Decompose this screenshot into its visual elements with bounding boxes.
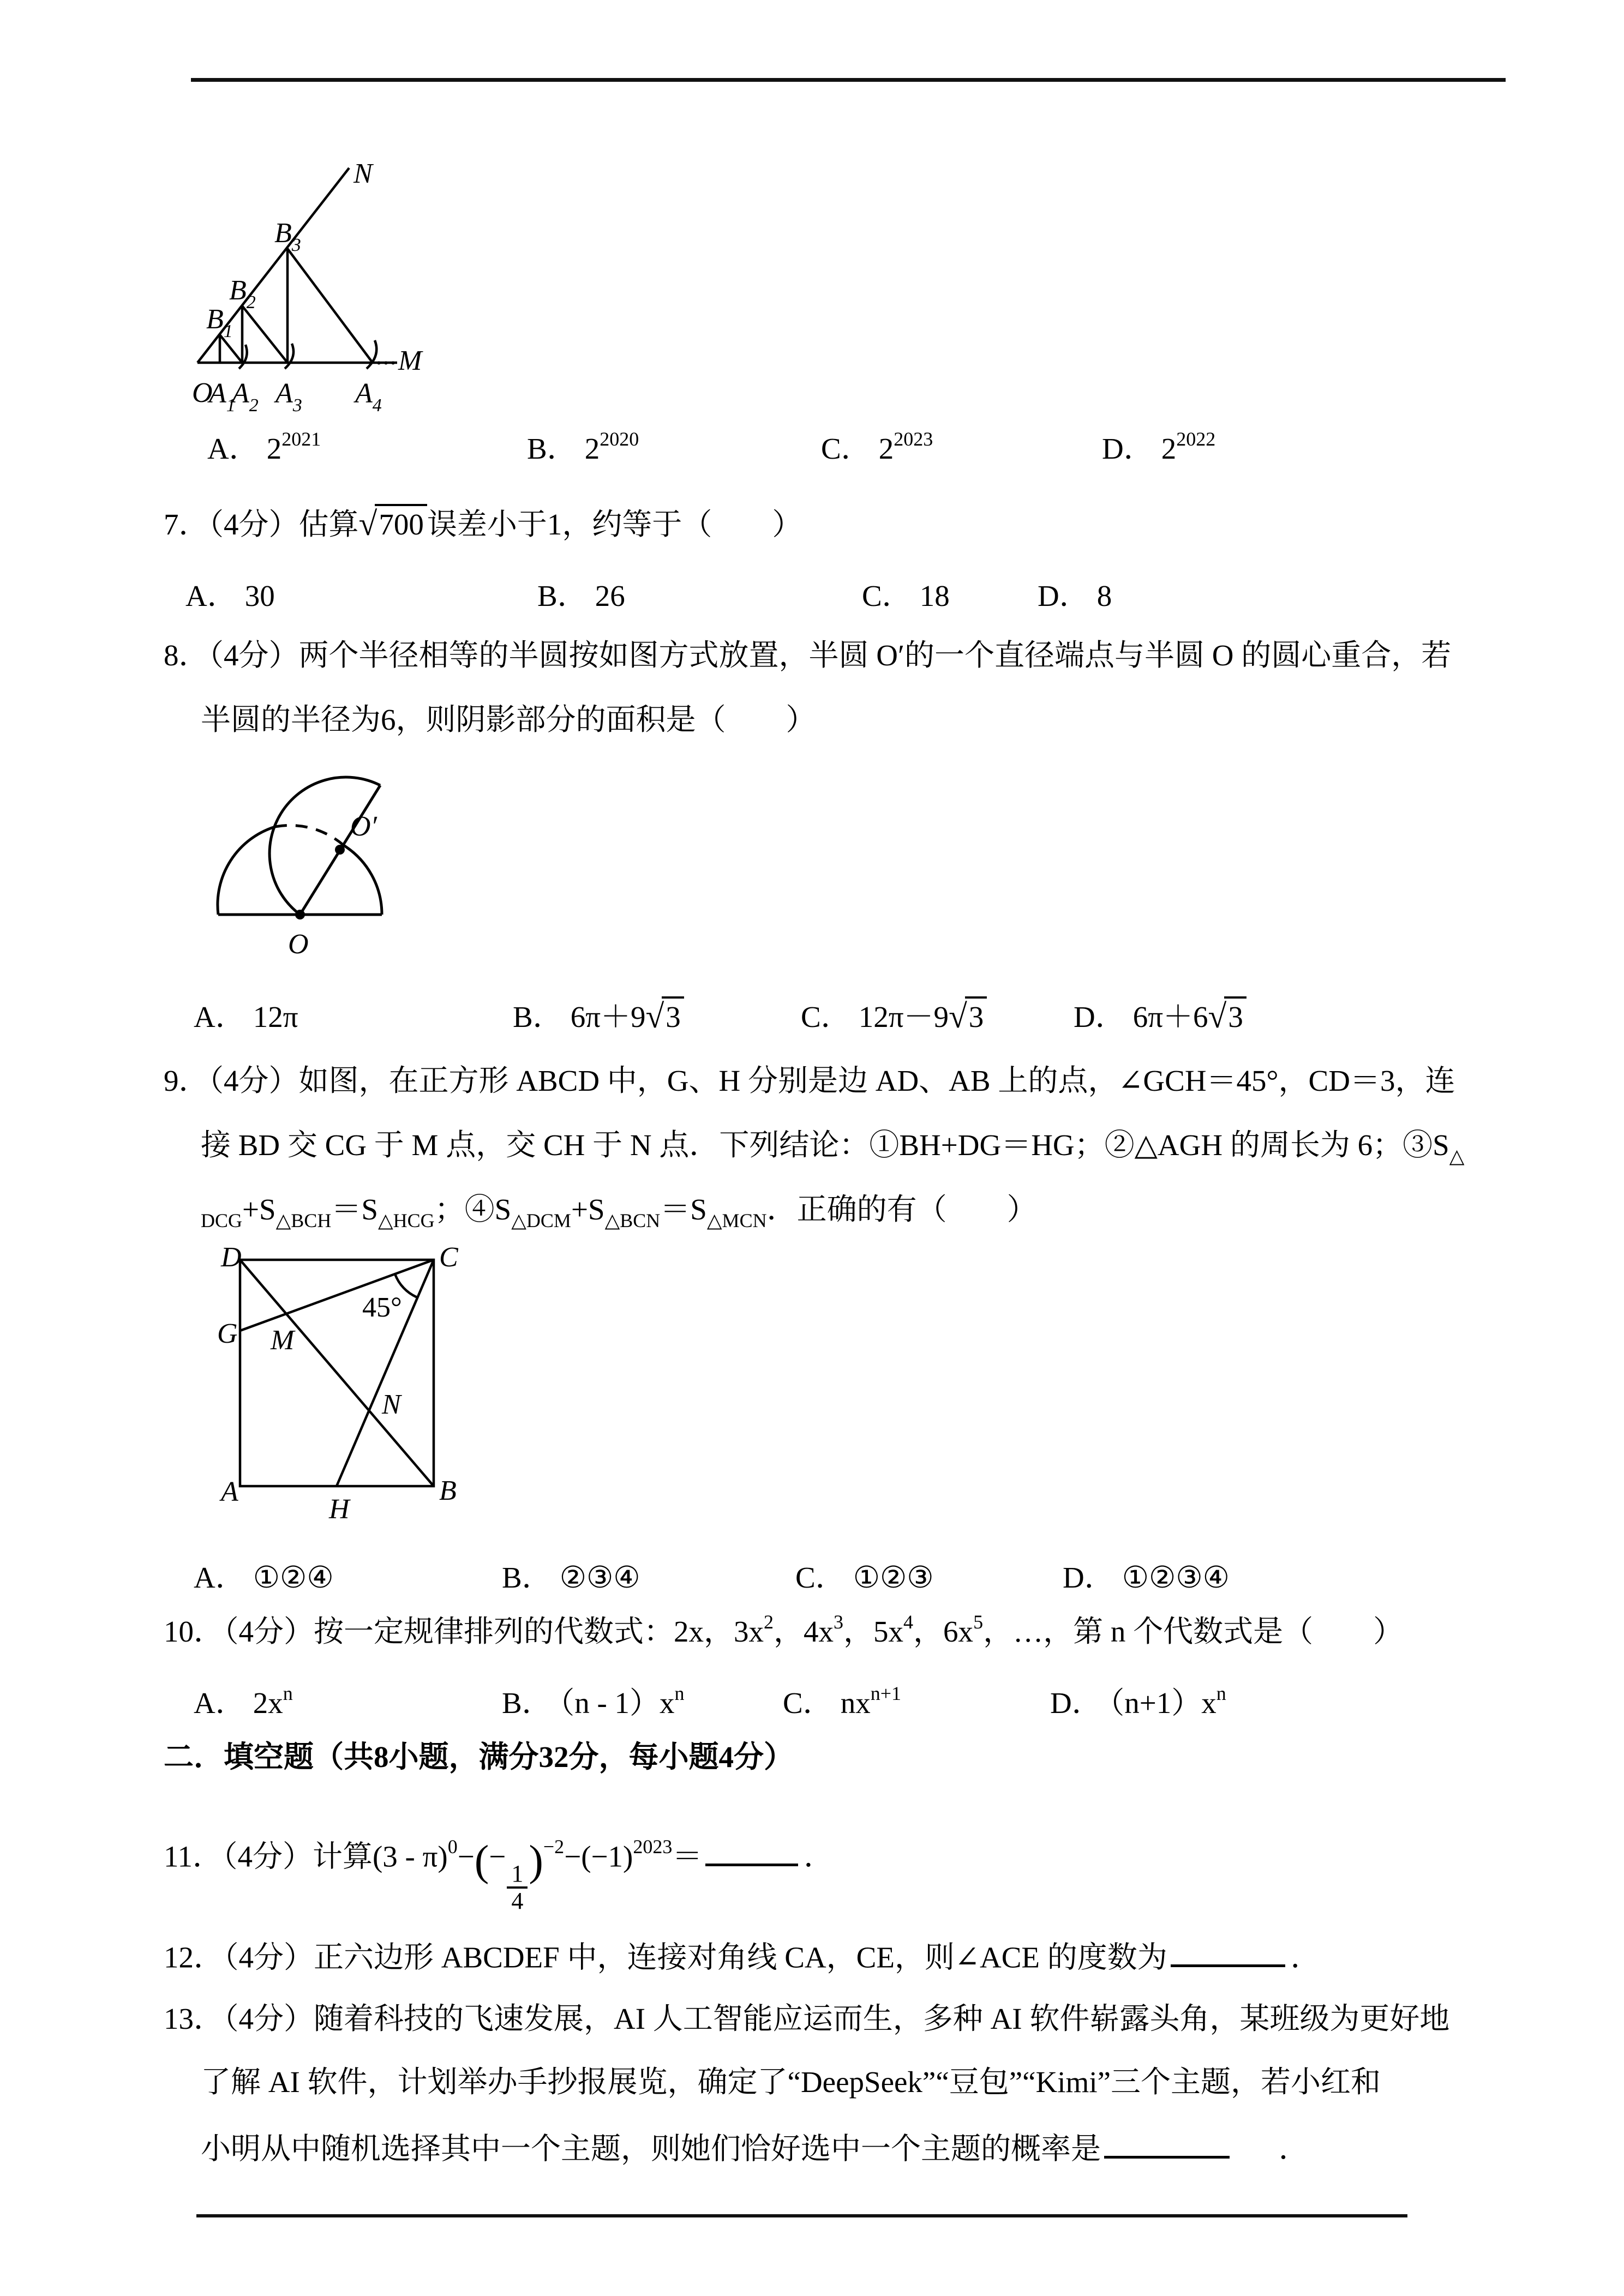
q9-option-b: B． ②③④ [502, 1561, 640, 1594]
label-M: M [398, 345, 422, 376]
label-A: A [221, 1476, 238, 1507]
figure-triangle-construction [180, 142, 431, 414]
figure-square-abcd [210, 1235, 466, 1524]
option-label: B． [527, 432, 577, 465]
label-D: D [221, 1242, 242, 1273]
square-lines [240, 1260, 434, 1486]
label-A1: $A_1$ [209, 378, 236, 414]
q10-option-c: C． $nx^{n+1}$ [783, 1682, 901, 1720]
label-A3: $A_3$ [275, 378, 302, 414]
label-N: N [353, 158, 373, 189]
diagonal-DB [240, 1260, 434, 1486]
radicand: 3 [662, 996, 684, 1033]
label-A2: $A_2$ [232, 378, 259, 414]
label-C: C [439, 1242, 458, 1273]
q6-option-d [1102, 424, 1215, 467]
option-value: $2^{2020}$ [584, 428, 639, 465]
answer-blank [705, 1835, 798, 1866]
semicircle-O-arc-left [218, 827, 275, 915]
option-label: C． [821, 432, 871, 465]
question-9-text-line1: 9．（4分）如图，在正方形 ABCD 中，G、H 分别是边 AD、AB 上的点，∠GCH＝45°，CD＝3，连 [164, 1064, 1455, 1097]
label-O: O [288, 929, 309, 960]
q8-option-a: A． 12π [194, 1000, 298, 1033]
bottom-divider-line [196, 2214, 1407, 2217]
radical-sign: √ [1208, 998, 1227, 1035]
option-label: D． [1102, 432, 1154, 465]
question-8-text-line2: 半圆的半径为6，则阴影部分的面积是（ ） [201, 703, 816, 736]
q6-option-b [527, 424, 639, 467]
q9-option-c: C． ①②③ [795, 1561, 934, 1594]
label-B1: $B_1$ [206, 304, 233, 341]
question-13-text-line3: 小明从中随机选择其中一个主题，则她们恰好选中一个主题的概率是 ． [201, 2127, 1309, 2166]
q8-option-d: D． 6π＋6√3 [1074, 993, 1247, 1036]
question-8-text-line1: 8．（4分）两个半径相等的半圆按如图方式放置，半圆 O′的一个直径端点与半圆 O 的圆心重合，若 [164, 639, 1452, 672]
radicand: 700 [375, 504, 427, 541]
answer-blank [1104, 2127, 1230, 2159]
compass-arc-A3 [285, 344, 293, 369]
q9-option-d: D． ①②③④ [1063, 1561, 1230, 1594]
section-2-header: 二．填空题（共8小题，满分32分，每小题4分） [164, 1740, 794, 1774]
label-angle-45: 45° [362, 1292, 402, 1323]
label-B2: $B_2$ [229, 275, 256, 312]
radical-sign: √ [645, 998, 664, 1035]
semicircle-shapes [218, 777, 382, 919]
question-12-text: 12．（4分）正六边形 ABCDEF 中，连接对角线 CA，CE，则∠ACE 的度数为 ． [164, 1936, 1321, 1975]
question-11-text: 11．（4分）计算(3 - π)$^0$−(− $\frac{1}{4}$ )$^{-2}-(-1)^{2023}=$ ． [164, 1836, 834, 1914]
fraction-one-quarter: $\frac{1}{4}$ [507, 1861, 528, 1914]
segment-B3A4 [287, 249, 373, 363]
radicand: 3 [1224, 996, 1247, 1033]
figure-semicircles [205, 753, 406, 965]
label-H: H [329, 1494, 350, 1524]
semicircle-O-arc-hidden-dashed [275, 825, 344, 845]
top-divider-line [191, 78, 1506, 82]
semicircle-O-arc-right [344, 845, 382, 915]
q8-option-b: B． 6π＋9√3 [513, 993, 684, 1036]
q10-option-d: D． $(n+1)x^n$ [1050, 1682, 1226, 1720]
question-7-text: 7．（4分）估算√700 误差小于1，约等于（ ） [164, 504, 802, 543]
q10-option-b: B． $(n - 1)x^n$ [502, 1682, 685, 1720]
point-O [295, 910, 305, 919]
open-paren: ( [474, 1837, 489, 1885]
option-value: $2^{2021}$ [266, 428, 321, 465]
q7-option-b: B． 26 [537, 579, 625, 612]
question-9-text-line2: 接 BD 交 CG 于 M 点，交 CH 于 N 点．下列结论：①BH+DG＝HG；②△AGH 的周长为 6；$③S_\triangle$ [201, 1128, 1465, 1167]
question-13-text-line1: 13．（4分）随着科技的飞速发展，AI 人工智能应运而生，多种 AI 软件崭露头角，某班级为更好地 [164, 2002, 1450, 2035]
q7-option-d: D． 8 [1038, 579, 1112, 612]
segment-B2A3 [242, 306, 287, 363]
ellipsis-dots: ... [375, 340, 397, 371]
label-A4: $A_4$ [355, 378, 382, 414]
point-Oprime [335, 845, 345, 855]
radical-sign: √ [948, 998, 967, 1035]
question-13-text-line2: 了解 AI 软件，计划举办手抄报展览，确定了“DeepSeek”“豆包”“Kimi”三个主题，若小红和 [201, 2065, 1381, 2099]
answer-blank [1171, 1936, 1285, 1967]
label-O-prime: O′ [350, 811, 377, 842]
close-paren: ) [529, 1837, 543, 1885]
label-N: N [382, 1389, 401, 1420]
label-B3: $B_3$ [274, 218, 301, 255]
label-O: O [192, 377, 213, 408]
label-M: M [271, 1325, 295, 1356]
semicircle-Oprime-arc [269, 777, 380, 915]
option-label: A． [207, 432, 259, 465]
q6-option-c [821, 424, 933, 467]
option-value: $2^{2022}$ [1161, 428, 1216, 465]
question-10-text: 10．（4分）按一定规律排列的代数式：2x，$3x^2$，$4x^3$，$5x^4$，$6x^5$，…，第 n 个代数式是（ ） [164, 1611, 1404, 1648]
label-B: B [439, 1475, 457, 1506]
q7-option-a: A． 30 [185, 579, 275, 612]
radicand: 3 [965, 996, 987, 1033]
label-G: G [217, 1318, 238, 1349]
q6-option-a [207, 424, 321, 467]
q8-option-c: C． 12π－9√3 [801, 993, 987, 1036]
option-value: $2^{2023}$ [878, 428, 933, 465]
q7-option-c: C． 18 [862, 579, 950, 612]
radical-sign: √ [358, 506, 377, 543]
q9-option-a: A． ①②④ [194, 1561, 334, 1594]
q10-option-a: A． $2x^n$ [194, 1682, 293, 1720]
question-9-text-line3: $_{DCG}+S_{\triangle BCH}=S_{\triangle HCG}$；$④S_{\triangle DCM}+S_{\triangle BCN}=S_{\triangle MCN}$．正确的有（ ） [201, 1193, 1037, 1231]
